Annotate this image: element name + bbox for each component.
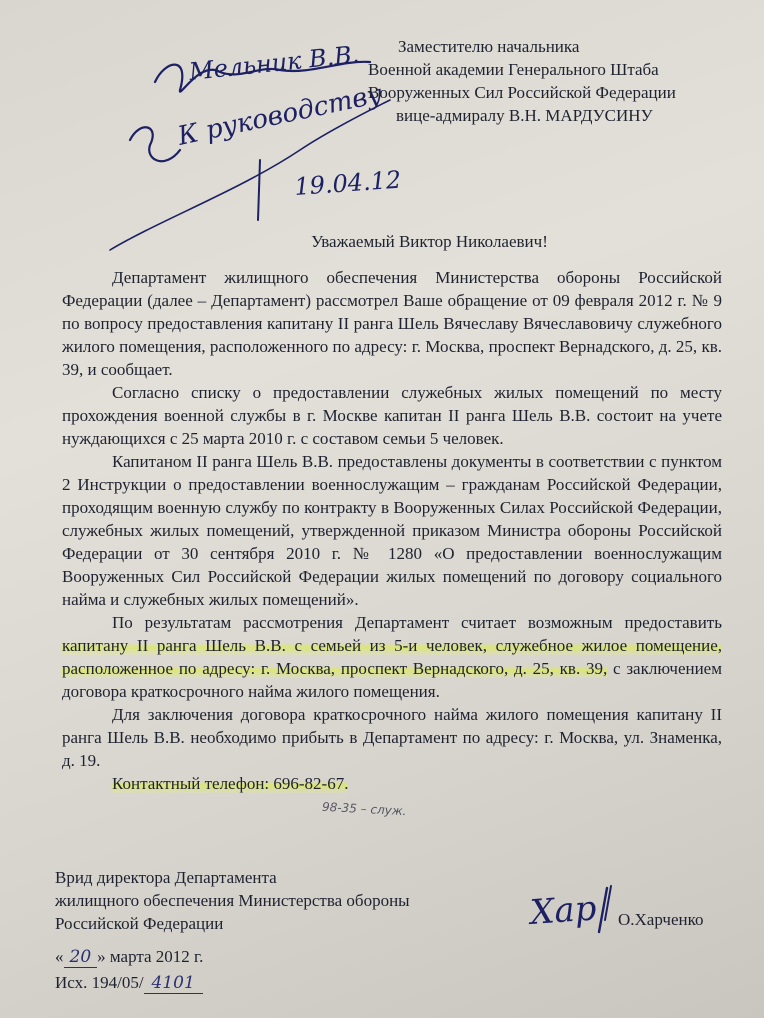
handwritten-signature: [525, 880, 625, 940]
reference-number: [55, 971, 203, 995]
signature-text: Хар: [528, 888, 598, 933]
salutation: Уважаемый Виктор Николаевич!: [311, 232, 548, 251]
signature-line2: жилищного обеспечения Министерства обороны: [55, 891, 410, 910]
signature-line3: Российской Федерации: [55, 914, 224, 933]
date-block: [55, 945, 203, 995]
resolution-line1: Мельник В.В.: [187, 40, 361, 86]
paragraph-4: [62, 611, 722, 703]
letter-body: [62, 266, 722, 795]
letter-date: [55, 945, 203, 969]
paragraph-5: Для заключения договора краткосрочного найма жилого помещения капитану II ранга Шель В.В. необходимо прибыть в Департамент по адресу: г. Москва, ул. Знаменка, д. 19.: [62, 705, 722, 770]
paragraph-1: Департамент жилищного обеспечения Министерства обороны Российской Федерации (далее – Департамент) рассмотрел Ваше обращение от 09 февраля 2012 г. № 9 по вопросу предоставления капитану II ранга Шель Вячеславу Вячеславовичу служебного жилого помещения, расположенного по адресу: г. Москва, проспект Вернадского, д. 25, кв. 39, и сообщает.: [62, 268, 722, 379]
resolution-date: 19.04.12: [293, 165, 403, 201]
addressee-block: [368, 35, 738, 127]
paragraph-4-start: По результатам рассмотрения Департамент считает возможным предоставить: [112, 613, 722, 632]
reference-prefix: Исх. 194/05/: [55, 973, 144, 992]
reference-value: 4101: [144, 973, 203, 994]
handwritten-note: 98-35 – служ.: [321, 799, 407, 819]
highlighted-text: капитану II ранга Шель В.В. с семьей из 5-и человек, служебное жилое помещение, расположенное по адресу: г. Москва, проспект Вернадского, д. 25, кв. 39,: [62, 636, 722, 678]
signatory-name: О.Харченко: [618, 910, 704, 929]
paragraph-6: [62, 772, 722, 795]
paragraph-2: Согласно списку о предоставлении служебных жилых помещений по месту прохождения военной службы в г. Москве капитан II ранга Шель В.В. состоит на учете нуждающихся с 25 марта 2010 г. с составом семьи 5 человек.: [62, 383, 722, 448]
paragraph-3: Капитаном II ранга Шель В.В. предоставлены документы в соответствии с пунктом 2 Инструкции о предоставлении военнослужащим – гражданам Российской Федерации, проходящим военную службу по контракту в Вооруженных Силах Российской Федерации, служебных жилых помещений, утвержденной приказом Министра обороны Российской Федерации от 30 сентября 2010 г. № 1280 «О предоставлении военнослужащим Вооруженных Сил Российской Федерации жилых помещений по договору социального найма и служебных жилых помещений».: [62, 452, 722, 609]
addressee-line1: Заместителю начальника: [398, 37, 580, 56]
date-open-quote: «: [55, 947, 64, 966]
addressee-line4: вице-адмиралу В.Н. МАРДУСИНУ: [396, 106, 653, 125]
contact-phone: Контактный телефон: 696-82-67.: [112, 774, 349, 793]
signature-line1: Врид директора Департамента: [55, 868, 277, 887]
date-rest: » марта 2012 г.: [97, 947, 204, 966]
handwritten-resolution: [70, 20, 430, 260]
signature-block: [55, 866, 410, 935]
date-day: 20: [64, 947, 98, 968]
addressee-line2: Военной академии Генерального Штаба: [368, 60, 659, 79]
resolution-line2: К руководству: [175, 79, 385, 152]
addressee-line3: Вооруженных Сил Российской Федерации: [368, 83, 676, 102]
paragraph-4-end: с заключением договора краткосрочного найма жилого помещения.: [62, 659, 722, 701]
